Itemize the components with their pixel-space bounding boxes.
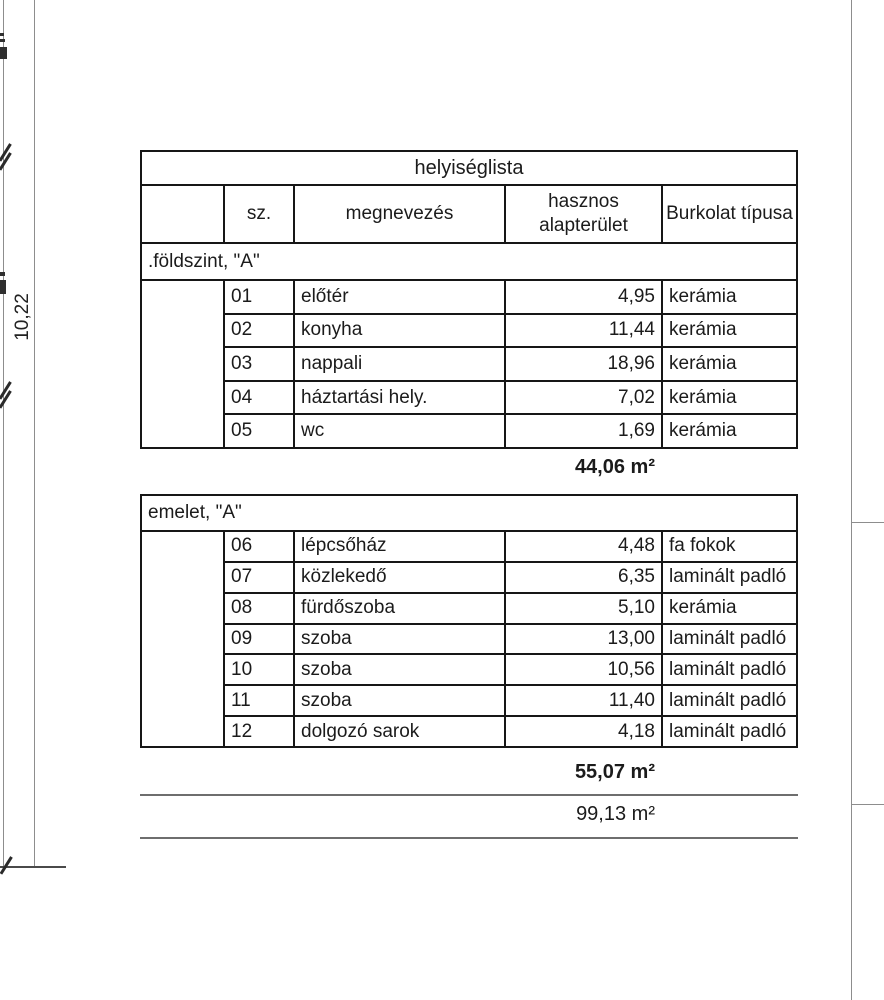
header-name: megnevezés [293, 186, 504, 242]
room-number: 05 [223, 415, 293, 447]
drawing-line-right-lower [851, 804, 884, 805]
room-name: előtér [293, 281, 504, 313]
header-flooring: Burkolat típusa [661, 186, 796, 242]
table-row [223, 415, 796, 447]
clipped-annotation-fragment [0, 33, 4, 36]
room-area: 13,00 [504, 625, 661, 654]
table-row [223, 594, 796, 625]
table-row [223, 348, 796, 382]
room-area: 4,18 [504, 717, 661, 746]
table-row [223, 382, 796, 416]
table-row [223, 625, 796, 656]
table-title: helyiséglista [142, 152, 796, 186]
total-separator-line [140, 794, 798, 796]
room-area: 1,69 [504, 415, 661, 447]
table-row [223, 315, 796, 349]
dimension-line-bottom [0, 866, 66, 868]
room-number: 07 [223, 563, 293, 592]
room-area: 4,95 [504, 281, 661, 313]
room-name: háztartási hely. [293, 382, 504, 414]
table-row [223, 655, 796, 686]
room-flooring: kerámia [661, 315, 796, 347]
room-number: 01 [223, 281, 293, 313]
room-number: 08 [223, 594, 293, 623]
dimension-line-left-outer [3, 0, 4, 866]
room-flooring: laminált padló [661, 686, 796, 715]
room-flooring: kerámia [661, 348, 796, 380]
room-name: szoba [293, 655, 504, 684]
room-area: 7,02 [504, 382, 661, 414]
table-body [142, 281, 796, 447]
header-area-text: hasznos alapterület [539, 191, 628, 236]
dimension-label: 10,22 [12, 293, 33, 341]
room-area: 11,40 [504, 686, 661, 715]
room-number: 04 [223, 382, 293, 414]
subtotal-upper-floor: 55,07 m² [574, 761, 655, 783]
room-number: 10 [223, 655, 293, 684]
grand-total: 99,13 m² [576, 803, 655, 825]
clipped-annotation-fragment [0, 272, 5, 276]
room-flooring: kerámia [661, 415, 796, 447]
room-flooring: kerámia [661, 382, 796, 414]
room-list-table-upper-floor [140, 494, 798, 748]
room-number: 09 [223, 625, 293, 654]
clipped-annotation-fragment [0, 47, 7, 59]
row-group-ground-floor [223, 281, 796, 447]
table-row [223, 281, 796, 315]
room-number: 12 [223, 717, 293, 746]
room-number: 11 [223, 686, 293, 715]
room-name: szoba [293, 686, 504, 715]
table-header-row [142, 186, 796, 244]
room-name: szoba [293, 625, 504, 654]
room-number: 02 [223, 315, 293, 347]
room-name: közlekedő [293, 563, 504, 592]
room-area: 11,44 [504, 315, 661, 347]
drawing-line-right [851, 0, 852, 1000]
blank-column [142, 532, 223, 746]
row-group-upper-floor [223, 532, 796, 746]
table-body [142, 532, 796, 746]
room-name: fürdőszoba [293, 594, 504, 623]
drawing-line-right-upper [851, 522, 884, 523]
room-area: 6,35 [504, 563, 661, 592]
room-flooring: kerámia [661, 281, 796, 313]
section-label-upper-floor: emelet, "A" [142, 496, 796, 532]
room-area: 18,96 [504, 348, 661, 380]
table-row [223, 563, 796, 594]
header-area [504, 186, 661, 242]
room-flooring: fa fokok [661, 532, 796, 561]
room-number: 03 [223, 348, 293, 380]
header-blank [142, 186, 223, 242]
clipped-annotation-fragment [0, 39, 5, 42]
total-separator-line [140, 837, 798, 839]
room-list-table-ground-floor [140, 150, 798, 449]
room-name: dolgozó sarok [293, 717, 504, 746]
room-flooring: laminált padló [661, 625, 796, 654]
table-row [223, 686, 796, 717]
room-flooring: laminált padló [661, 717, 796, 746]
table-row [223, 717, 796, 746]
room-flooring: kerámia [661, 594, 796, 623]
room-area: 4,48 [504, 532, 661, 561]
section-label-ground-floor: .földszint, "A" [142, 244, 796, 281]
room-number: 06 [223, 532, 293, 561]
room-name: lépcsőház [293, 532, 504, 561]
room-flooring: laminált padló [661, 563, 796, 592]
dimension-line-left-inner [34, 0, 35, 866]
table-row [223, 532, 796, 563]
room-name: wc [293, 415, 504, 447]
room-area: 5,10 [504, 594, 661, 623]
room-flooring: laminált padló [661, 655, 796, 684]
room-name: konyha [293, 315, 504, 347]
header-number: sz. [223, 186, 293, 242]
clipped-annotation-fragment [0, 280, 6, 294]
subtotal-ground-floor: 44,06 m² [574, 456, 655, 478]
blank-column [142, 281, 223, 447]
room-area: 10,56 [504, 655, 661, 684]
room-name: nappali [293, 348, 504, 380]
